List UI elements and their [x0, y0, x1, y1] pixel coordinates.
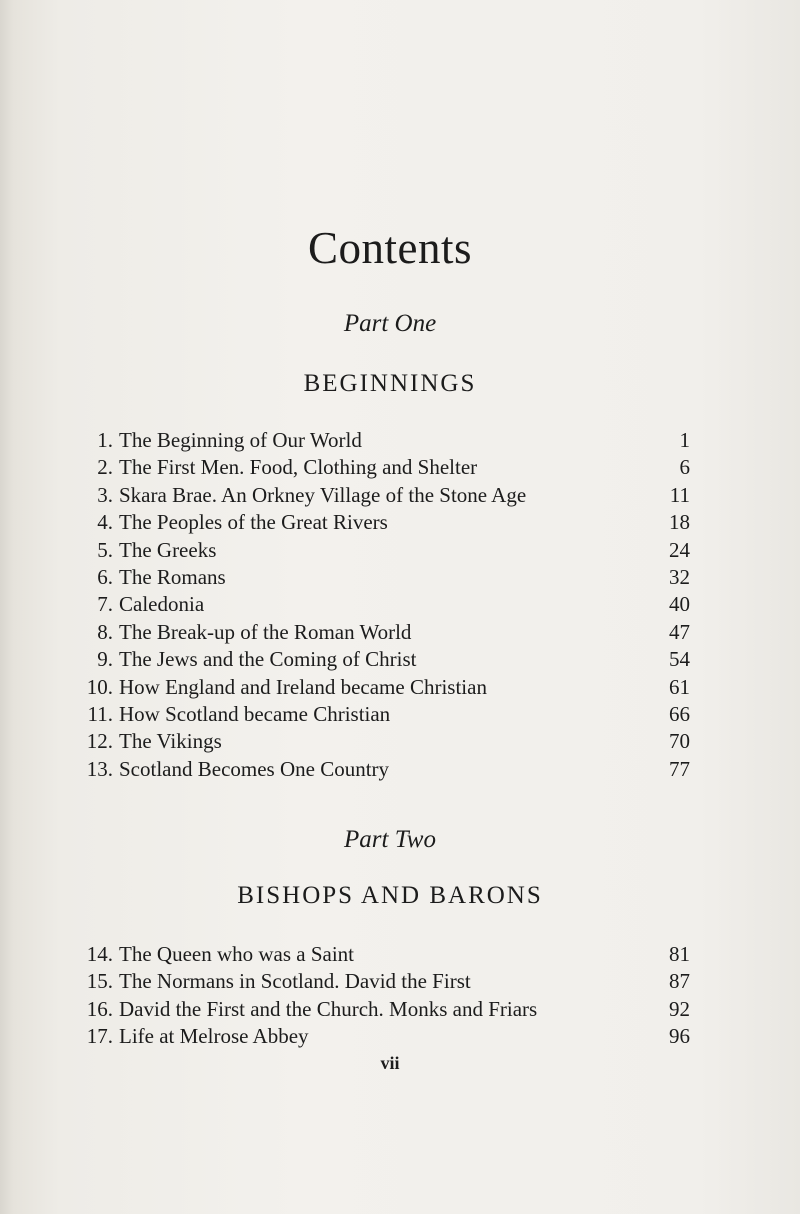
- toc-entry: [60, 646, 690, 673]
- toc-entry: [60, 619, 690, 646]
- entry-page-number: 96: [669, 1023, 690, 1048]
- entry-title: The Jews and the Coming of Christ: [119, 647, 417, 672]
- entry-page-number: 32: [669, 565, 690, 589]
- toc-entry: [60, 482, 690, 509]
- entry-title: How Scotland became Christian: [119, 702, 391, 726]
- entry-page-number: 18: [669, 510, 690, 535]
- entry-page-number: 24: [669, 537, 690, 562]
- entry-number: 17.: [86, 1023, 113, 1048]
- entry-page-number: 61: [669, 674, 690, 699]
- entry-page-number: 40: [669, 592, 690, 617]
- entry-title: How England and Ireland became Christian: [119, 674, 487, 699]
- toc-entry: [60, 564, 690, 591]
- toc-entry: [60, 454, 690, 481]
- toc-entry: [60, 996, 690, 1023]
- toc-entry: [60, 756, 690, 783]
- page-number-folio: vii: [380, 1053, 400, 1073]
- entry-page-number: 47: [669, 619, 690, 644]
- entry-number: 3.: [97, 482, 113, 507]
- entry-number: 14.: [86, 942, 113, 966]
- entry-page-number: 70: [669, 729, 690, 754]
- entry-number: 6.: [97, 565, 113, 589]
- entry-page-number: 87: [669, 969, 690, 994]
- entry-number: 5.: [97, 537, 113, 562]
- entry-page-number: 54: [669, 647, 690, 672]
- entry-title: Caledonia: [119, 592, 205, 617]
- entry-number: 8.: [97, 619, 113, 644]
- entry-page-number: 81: [669, 942, 690, 966]
- toc-entry: [60, 968, 690, 995]
- entry-title: The Normans in Scotland. David the First: [119, 969, 471, 994]
- entry-page-number: 77: [669, 756, 690, 781]
- entry-number: 4.: [97, 510, 113, 535]
- entry-number: 1.: [97, 428, 113, 452]
- entry-number: 15.: [86, 969, 113, 994]
- toc-entry: [60, 728, 690, 755]
- entry-title: Life at Melrose Abbey: [119, 1023, 309, 1048]
- entry-title: The Queen who was a Saint: [119, 942, 355, 966]
- toc-entry: [60, 427, 690, 454]
- entry-number: 7.: [97, 592, 113, 617]
- entry-number: 13.: [86, 756, 113, 781]
- entry-page-number: 1: [679, 428, 690, 452]
- entry-page-number: 11: [669, 482, 690, 507]
- entry-title: The Greeks: [119, 537, 217, 562]
- part-two-section-title: BISHOPS AND BARONS: [237, 882, 543, 909]
- entry-title: David the First and the Church. Monks and Friars: [119, 996, 538, 1021]
- toc-entry: [60, 509, 690, 536]
- entry-page-number: 66: [669, 702, 690, 726]
- entry-number: 11.: [87, 702, 113, 726]
- toc-entry: [60, 1023, 690, 1050]
- entry-title: The Romans: [119, 565, 226, 589]
- part-one-label: Part One: [343, 310, 437, 337]
- entry-page-number: 6: [679, 455, 690, 480]
- toc-entry: [60, 537, 690, 564]
- entry-number: 9.: [97, 647, 113, 672]
- entry-title: Skara Brae. An Orkney Village of the Stone Age: [119, 482, 527, 507]
- part-two-label: Part Two: [344, 826, 436, 853]
- toc-entry: [60, 674, 690, 701]
- entry-title: Scotland Becomes One Country: [119, 756, 390, 781]
- entry-title: The Vikings: [119, 729, 222, 754]
- toc-entry: [60, 941, 690, 968]
- entry-number: 10.: [86, 674, 113, 699]
- page-title: Contents: [307, 223, 472, 273]
- part-one-section-title: BEGINNINGS: [303, 370, 477, 397]
- entry-page-number: 92: [669, 996, 690, 1021]
- entry-title: The First Men. Food, Clothing and Shelter: [119, 455, 478, 480]
- entry-number: 12.: [86, 729, 113, 754]
- entry-number: 16.: [86, 996, 113, 1021]
- entry-title: The Peoples of the Great Rivers: [119, 510, 388, 535]
- toc-entry: [60, 591, 690, 618]
- entry-title: The Beginning of Our World: [119, 428, 362, 452]
- entry-title: The Break-up of the Roman World: [119, 619, 412, 644]
- entry-number: 2.: [97, 455, 113, 480]
- toc-entry: [60, 701, 690, 728]
